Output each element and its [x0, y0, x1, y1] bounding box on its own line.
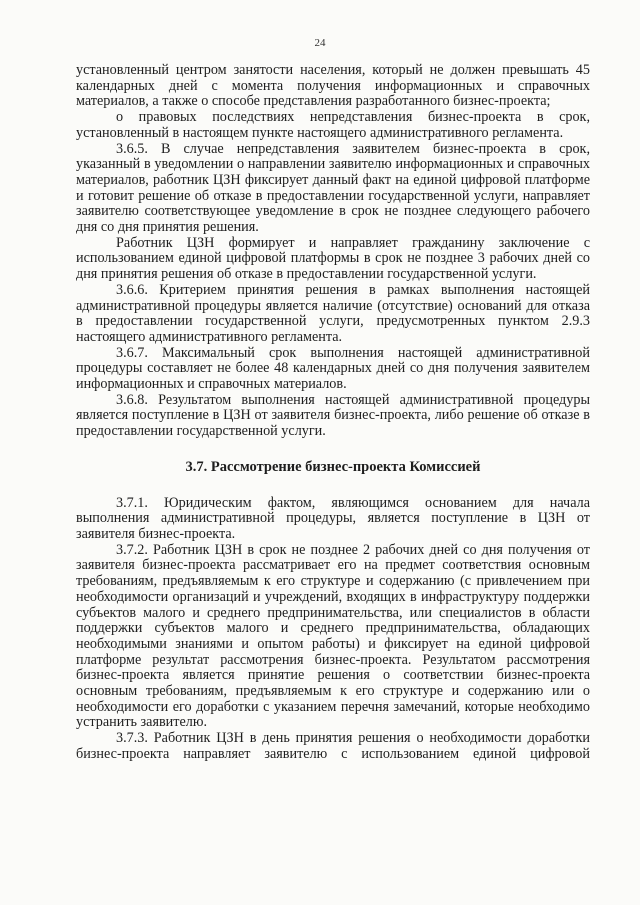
- paragraph-3-7-3: 3.7.3. Работник ЦЗН в день принятия решения о необходимости доработки бизнес-проекта направляет заявителю с использованием единой цифровой: [76, 730, 590, 762]
- section-heading: 3.7. Рассмотрение бизнес-проекта Комиссией: [185, 458, 481, 475]
- paragraph-legal-consequences: о правовых последствиях непредставления бизнес-проекта в срок, установленный в настоящем пункте настоящего административного регламента.: [76, 109, 590, 141]
- paragraph-3-6-6: 3.6.6. Критерием принятия решения в рамках выполнения настоящей административной процедуры является наличие (отсутствие) оснований для отказа в предоставлении государственной услуги, предусмотренных пунктом 2.9.3 настоящего административного регламента.: [76, 281, 590, 345]
- paragraph-3-7-1: 3.7.1. Юридическим фактом, являющимся основанием для начала выполнения административной процедуры, является поступление в ЦЗН от заявителя бизнес-проекта.: [76, 494, 590, 542]
- paragraph-3-6-8: 3.6.8. Результатом выполнения настоящей административной процедуры является поступление в ЦЗН от заявителя бизнес-проекта, либо решение об отказе в предоставлении государственной услуги.: [76, 391, 590, 440]
- paragraph-conclusion: Работник ЦЗН формирует и направляет гражданину заключение с использованием единой цифровой платформы в срок не позднее 3 рабочих дней со дня принятия решения об отказе в предоставлении государственной услуги.: [76, 234, 590, 283]
- page-number: 24: [314, 37, 326, 49]
- paragraph-3-7-2: 3.7.2. Работник ЦЗН в срок не позднее 2 рабочих дней со дня получения от заявителя бизнес-проекта рассматривает его на предмет соответствия основным требованиям, предъявляемым к его структуре и содержанию (с привлечением при необходимости организаций и учреждений, входящих в инфраструктуру поддержки субъектов малого и среднего предпринимательства, или специалистов в области поддержки субъектов малого и среднего предпринимательства, обладающих необходимыми знаниями и опытом работы) и фиксирует на единой цифровой платформе результат рассмотрения бизнес-проекта. Результатом рассмотрения бизнес-проекта является принятие решения о соответствии бизнес-проекта основным требованиям, предъявляемым к его структуре и содержанию или о необходимости его доработки с указанием перечня замечаний, которые необходимо устранить заявителю.: [76, 541, 590, 731]
- paragraph-3-6-5: 3.6.5. В случае непредставления заявителем бизнес-проекта в срок, указанный в уведомлении о направлении заявителю информационных и справочных материалов, работник ЦЗН фиксирует данный факт на единой цифровой платформе и готовит решение об отказе в предоставлении государственной услуги, направляет заявителю соответствующее уведомление в срок не позднее следующего рабочего дня со дня принятия решения.: [76, 140, 590, 236]
- paragraph-continuation: установленный центром занятости населения, который не должен превышать 45 календарных дней с момента получения информационных и справочных материалов, а также о способе представления разработанного бизнес-проекта;: [76, 62, 590, 110]
- paragraph-3-6-7: 3.6.7. Максимальный срок выполнения настоящей административной процедуры составляет не более 48 календарных дней со дня получения заявителем информационных и справочных материалов.: [76, 344, 590, 393]
- document-body: [76, 63, 590, 763]
